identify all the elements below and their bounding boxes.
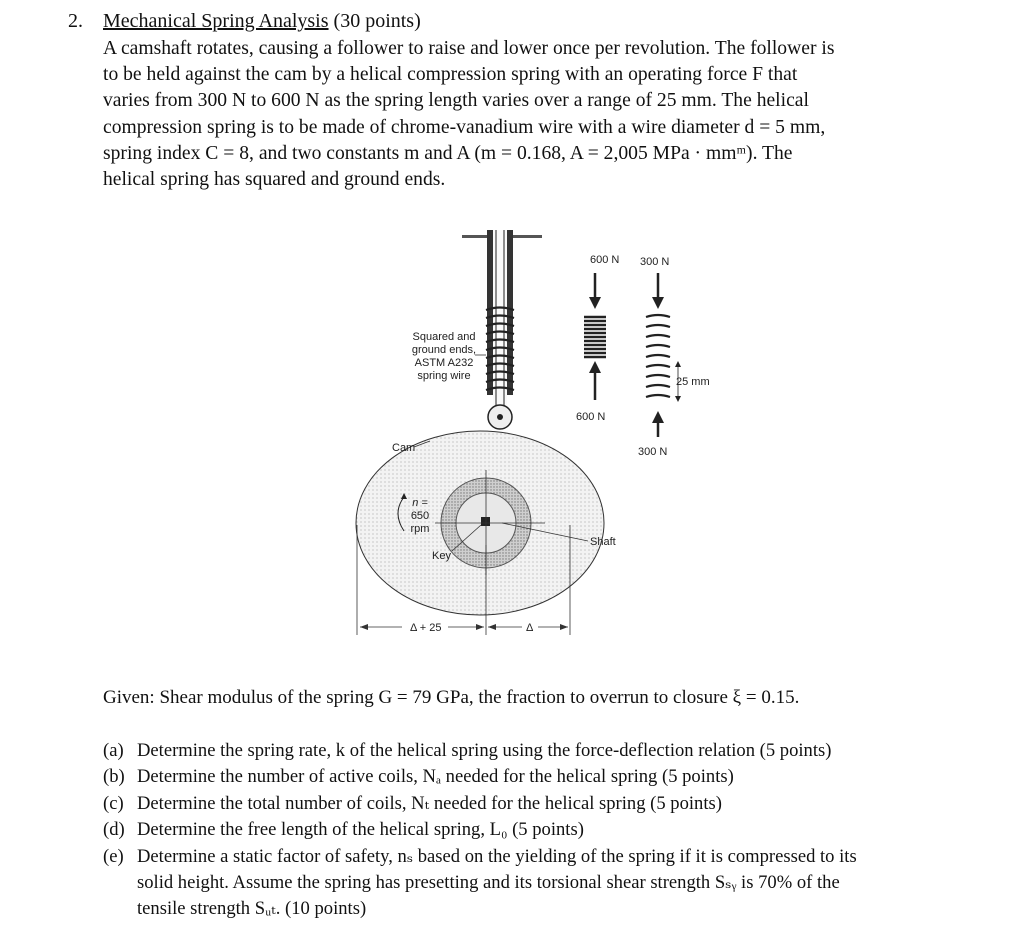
problem-title: Mechanical Spring Analysis: [103, 10, 329, 32]
shaft-label: Shaft: [590, 536, 616, 548]
speed-label-line: n =: [412, 497, 428, 509]
question-label: (b): [103, 766, 125, 788]
question-text: Determine the total number of coils, Nₜ needed for the helical spring (5 points): [137, 792, 722, 814]
statement-line: spring index C = 8, and two constants m and A (m = 0.168, A = 2,005 MPa · mmᵐ). The: [103, 142, 793, 164]
statement-line: varies from 300 N to 600 N as the spring length varies over a range of 25 mm. The helical: [103, 90, 809, 112]
force-bottom-right: 300 N: [638, 446, 668, 458]
question-c: [103, 791, 983, 817]
given-statement: Given: Shear modulus of the spring G = 79 GPa, the fraction to overrun to closure ξ = 0.15.: [103, 687, 800, 708]
question-b: [103, 764, 983, 790]
problem-statement: [103, 36, 983, 193]
question-text: solid height. Assume the spring has presetting and its torsional shear strength Sₛᵧ is 70% of the: [137, 872, 840, 894]
statement-line: to be held against the cam by a helical compression spring with an operating force F that: [103, 64, 798, 86]
range-label: 25 mm: [676, 376, 710, 388]
spring-label-line: spring wire: [417, 370, 471, 382]
question-text: Determine the spring rate, k of the helical spring using the force-deflection relation (5 points): [137, 740, 832, 761]
question-text: Determine the free length of the helical spring, L₀ (5 points): [137, 819, 584, 841]
spring-label-line: ground ends,: [411, 344, 477, 356]
cam-spring-figure: [340, 225, 710, 645]
question-label: (a): [103, 740, 124, 761]
speed-label-line: 650: [410, 510, 430, 522]
question-label: (d): [103, 819, 125, 841]
problem-points: (30 points): [333, 10, 421, 32]
problem-heading: [103, 10, 421, 33]
question-label: (e): [103, 845, 124, 867]
cam-label: Cam: [392, 442, 416, 454]
question-d: [103, 817, 983, 843]
dim-left-label: Δ + 25: [410, 622, 442, 634]
question-list: [103, 738, 983, 923]
spring-label-line: ASTM A232: [414, 357, 474, 369]
question-text: Determine a static factor of safety, nₛ based on the yielding of the spring if it is compressed to its: [137, 845, 857, 867]
question-text: Determine the number of active coils, Nₐ needed for the helical spring (5 points): [137, 766, 734, 788]
force-bottom-left: 600 N: [576, 411, 606, 423]
spring-label-line: Squared and: [412, 331, 476, 343]
statement-line: compression spring is to be made of chrome-vanadium wire with a wire diameter d = 5 mm,: [103, 116, 826, 138]
question-label: (c): [103, 792, 124, 814]
question-text: tensile strength Sᵤₜ. (10 points): [137, 898, 367, 920]
force-top-left: 600 N: [590, 254, 620, 266]
key-icon: [481, 517, 490, 526]
speed-label-line: rpm: [410, 523, 430, 535]
force-top-right: 300 N: [640, 256, 670, 268]
key-label: Key: [432, 550, 451, 562]
statement-line: helical spring has squared and ground ends.: [103, 169, 446, 191]
dim-right-label: Δ: [526, 622, 534, 634]
question-e: [103, 844, 983, 923]
problem-number: 2.: [68, 10, 83, 32]
question-a: [103, 738, 983, 764]
statement-line: A camshaft rotates, causing a follower to raise and lower once per revolution. The follower is: [103, 38, 835, 59]
